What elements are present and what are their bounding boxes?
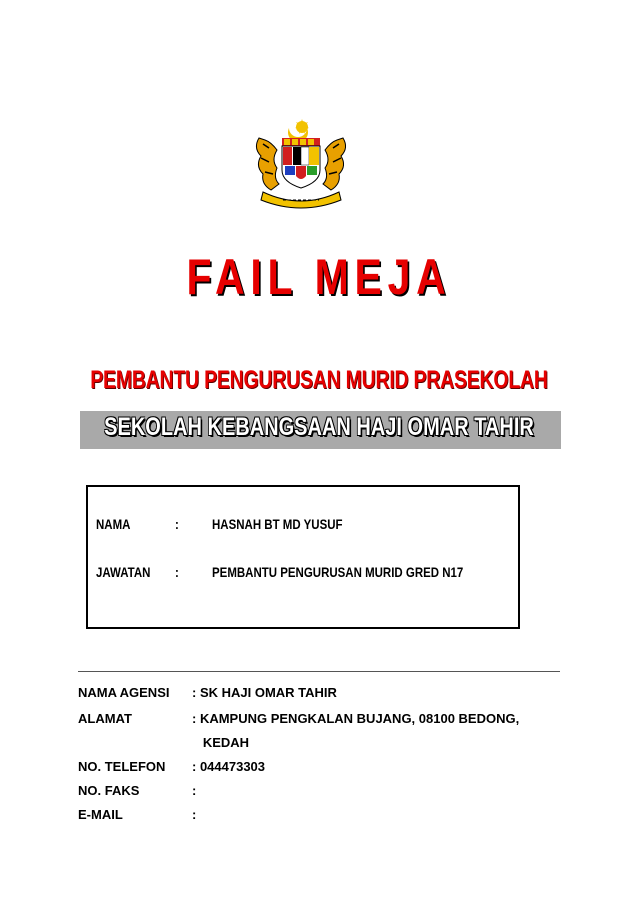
agensi-label: NAMA AGENSI (78, 685, 170, 700)
email-label: E-MAIL (78, 807, 123, 822)
position-subtitle: PEMBANTU PENGURUSAN MURID PRASEKOLAH (90, 366, 548, 394)
faks-label: NO. FAKS (78, 783, 140, 798)
telefon-label: NO. TELEFON (78, 759, 166, 774)
detail-row-faks (78, 783, 558, 801)
divider-line (78, 671, 560, 672)
alamat-cont-value: KEDAH (192, 735, 250, 750)
detail-row-agensi (78, 685, 558, 703)
school-name: SEKOLAH KEBANGSAAN HAJI OMAR TAHIR (104, 413, 534, 441)
detail-row-alamat-cont (78, 735, 558, 753)
agensi-value: : SK HAJI OMAR TAHIR (192, 685, 337, 700)
email-value: : (192, 807, 197, 822)
detail-row-telefon (78, 759, 558, 777)
nama-label: NAMA (96, 516, 131, 532)
telefon-value: : 044473303 (192, 759, 266, 774)
detail-row-alamat (78, 711, 558, 729)
nama-colon: : (175, 516, 179, 532)
alamat-value: : KAMPUNG PENGKALAN BUJANG, 08100 BEDONG, (192, 711, 520, 726)
jawatan-label: JAWATAN (96, 564, 151, 580)
box-row-nama (0, 516, 638, 536)
officer-info-box (86, 485, 520, 629)
box-row-jawatan (0, 564, 638, 584)
nama-value: HASNAH BT MD YUSUF (212, 516, 343, 532)
alamat-label: ALAMAT (78, 711, 132, 726)
coat-of-arms-emblem (249, 118, 353, 210)
jawatan-value: PEMBANTU PENGURUSAN MURID GRED N17 (212, 564, 464, 580)
faks-value: : (192, 783, 197, 798)
detail-row-email (78, 807, 558, 825)
jawatan-colon: : (175, 564, 179, 580)
main-title: FAIL MEJA (186, 249, 452, 305)
